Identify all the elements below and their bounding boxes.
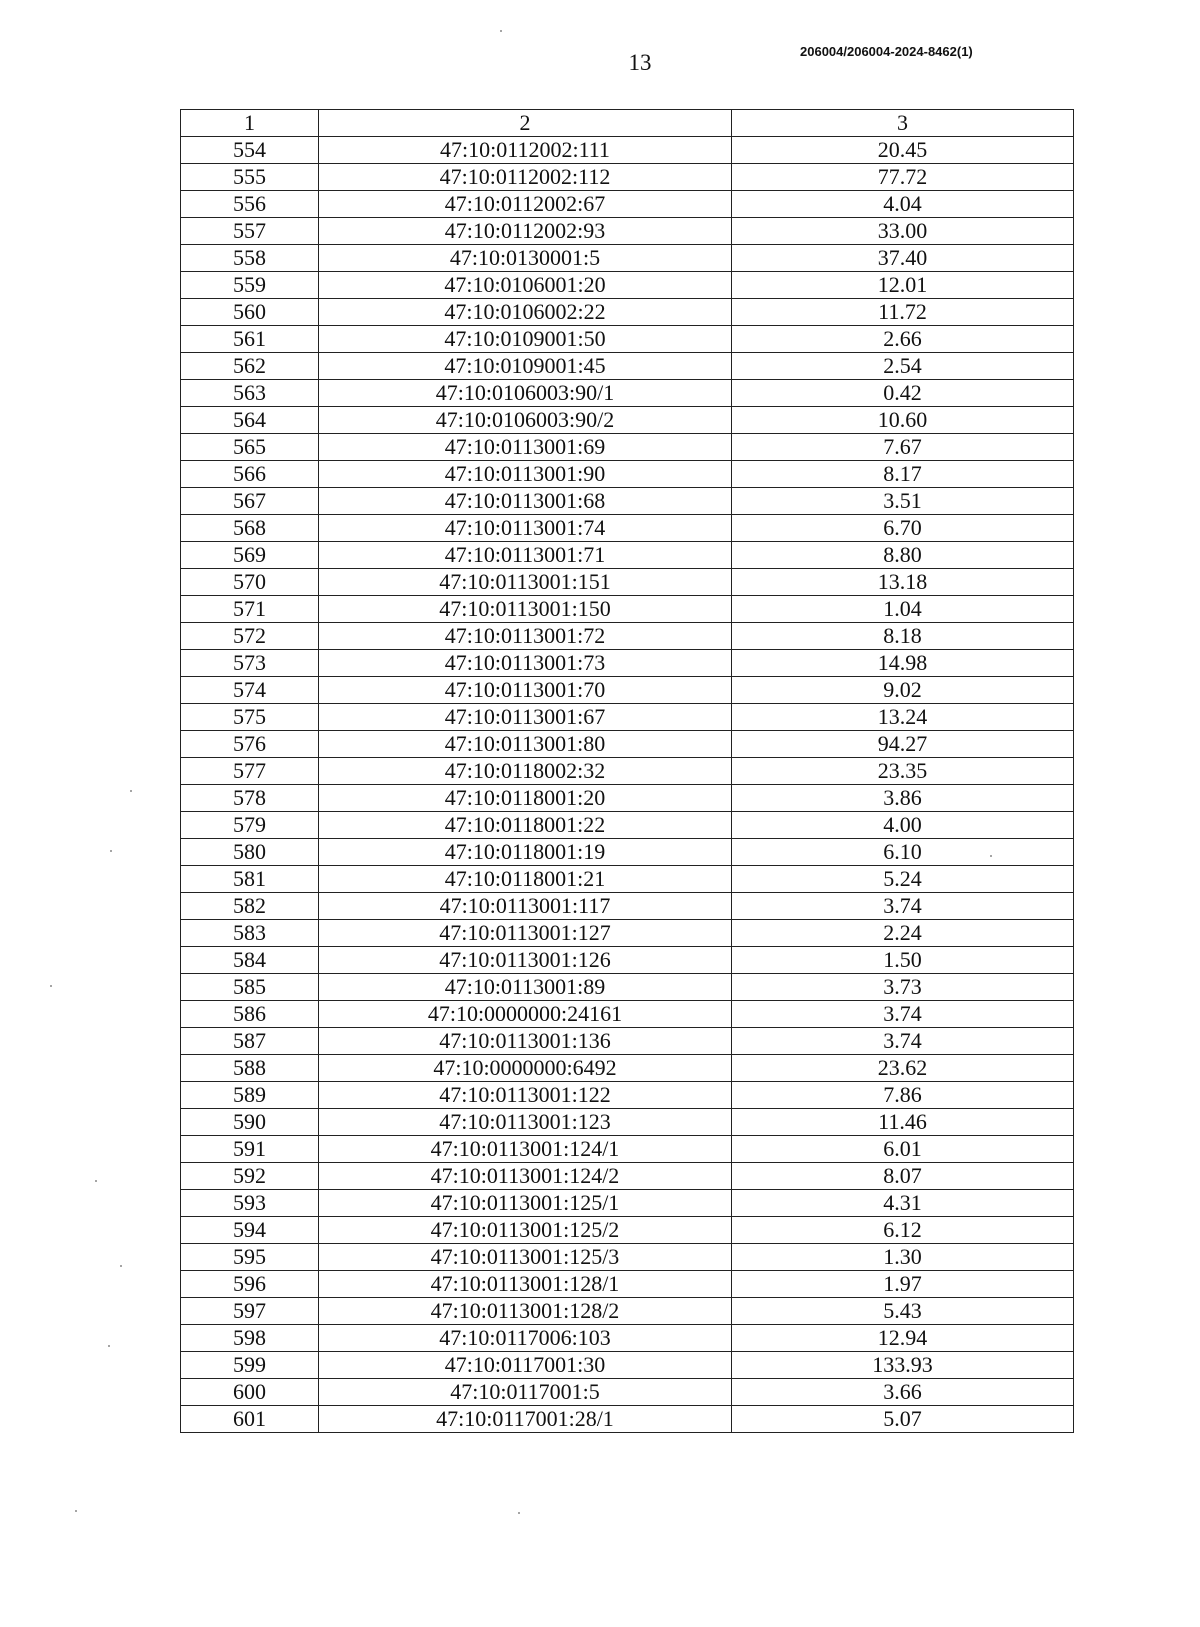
scan-speck	[990, 855, 992, 857]
row-number-cell: 590	[181, 1109, 319, 1136]
table-row	[181, 704, 1074, 731]
value-cell: 4.04	[732, 191, 1074, 218]
row-number-cell: 576	[181, 731, 319, 758]
cadastral-number-cell: 47:10:0113001:80	[319, 731, 732, 758]
cadastral-number-cell: 47:10:0113001:90	[319, 461, 732, 488]
table-row	[181, 1379, 1074, 1406]
row-number-cell: 595	[181, 1244, 319, 1271]
cadastral-number-cell: 47:10:0117001:28/1	[319, 1406, 732, 1433]
scan-speck	[110, 850, 112, 852]
row-number-cell: 567	[181, 488, 319, 515]
value-cell: 3.74	[732, 1001, 1074, 1028]
table-row	[181, 1109, 1074, 1136]
row-number-cell: 582	[181, 893, 319, 920]
value-cell: 77.72	[732, 164, 1074, 191]
table-row	[181, 407, 1074, 434]
row-number-cell: 570	[181, 569, 319, 596]
table-row	[181, 731, 1074, 758]
value-cell: 3.73	[732, 974, 1074, 1001]
row-number-cell: 561	[181, 326, 319, 353]
value-cell: 0.42	[732, 380, 1074, 407]
row-number-cell: 580	[181, 839, 319, 866]
table-header	[181, 110, 1074, 137]
cadastral-number-cell: 47:10:0117006:103	[319, 1325, 732, 1352]
table-row	[181, 650, 1074, 677]
cadastral-number-cell: 47:10:0113001:125/3	[319, 1244, 732, 1271]
cadastral-number-cell: 47:10:0113001:150	[319, 596, 732, 623]
table-row	[181, 893, 1074, 920]
row-number-cell: 594	[181, 1217, 319, 1244]
row-number-cell: 600	[181, 1379, 319, 1406]
cadastral-number-cell: 47:10:0113001:69	[319, 434, 732, 461]
cadastral-number-cell: 47:10:0106003:90/1	[319, 380, 732, 407]
table-row	[181, 1163, 1074, 1190]
column-header-1: 1	[181, 110, 319, 137]
cadastral-number-cell: 47:10:0112002:67	[319, 191, 732, 218]
table-row	[181, 1298, 1074, 1325]
cadastral-number-cell: 47:10:0106003:90/2	[319, 407, 732, 434]
table-row	[181, 947, 1074, 974]
table-row	[181, 191, 1074, 218]
cadastral-number-cell: 47:10:0113001:67	[319, 704, 732, 731]
table-row	[181, 488, 1074, 515]
row-number-cell: 562	[181, 353, 319, 380]
table-row	[181, 1082, 1074, 1109]
cadastral-number-cell: 47:10:0113001:123	[319, 1109, 732, 1136]
cadastral-number-cell: 47:10:0118001:21	[319, 866, 732, 893]
row-number-cell: 568	[181, 515, 319, 542]
value-cell: 1.30	[732, 1244, 1074, 1271]
value-cell: 1.04	[732, 596, 1074, 623]
row-number-cell: 587	[181, 1028, 319, 1055]
value-cell: 33.00	[732, 218, 1074, 245]
cadastral-number-cell: 47:10:0130001:5	[319, 245, 732, 272]
row-number-cell: 578	[181, 785, 319, 812]
table-row	[181, 245, 1074, 272]
column-header-2: 2	[319, 110, 732, 137]
header-row	[181, 110, 1074, 137]
cadastral-number-cell: 47:10:0118002:32	[319, 758, 732, 785]
table-row	[181, 515, 1074, 542]
table-row	[181, 218, 1074, 245]
row-number-cell: 599	[181, 1352, 319, 1379]
value-cell: 13.18	[732, 569, 1074, 596]
cadastral-number-cell: 47:10:0000000:24161	[319, 1001, 732, 1028]
table-row	[181, 974, 1074, 1001]
cadastral-number-cell: 47:10:0113001:117	[319, 893, 732, 920]
row-number-cell: 558	[181, 245, 319, 272]
value-cell: 4.00	[732, 812, 1074, 839]
value-cell: 3.86	[732, 785, 1074, 812]
row-number-cell: 556	[181, 191, 319, 218]
value-cell: 23.62	[732, 1055, 1074, 1082]
value-cell: 5.43	[732, 1298, 1074, 1325]
row-number-cell: 596	[181, 1271, 319, 1298]
row-number-cell: 574	[181, 677, 319, 704]
value-cell: 23.35	[732, 758, 1074, 785]
cadastral-number-cell: 47:10:0112002:111	[319, 137, 732, 164]
table-row	[181, 272, 1074, 299]
page-number: 13	[628, 50, 652, 75]
value-cell: 4.31	[732, 1190, 1074, 1217]
value-cell: 3.74	[732, 1028, 1074, 1055]
cadastral-number-cell: 47:10:0106001:20	[319, 272, 732, 299]
table-row	[181, 380, 1074, 407]
parcel-table	[180, 109, 1074, 1433]
table-row	[181, 353, 1074, 380]
table-row	[181, 677, 1074, 704]
row-number-cell: 557	[181, 218, 319, 245]
table-row	[181, 1001, 1074, 1028]
cadastral-number-cell: 47:10:0113001:126	[319, 947, 732, 974]
cadastral-number-cell: 47:10:0109001:45	[319, 353, 732, 380]
cadastral-number-cell: 47:10:0113001:136	[319, 1028, 732, 1055]
table-row	[181, 1028, 1074, 1055]
table-body	[181, 137, 1074, 1433]
value-cell: 8.18	[732, 623, 1074, 650]
cadastral-number-cell: 47:10:0113001:71	[319, 542, 732, 569]
row-number-cell: 571	[181, 596, 319, 623]
scan-speck	[75, 1510, 77, 1512]
value-cell: 7.86	[732, 1082, 1074, 1109]
table-row	[181, 1217, 1074, 1244]
row-number-cell: 586	[181, 1001, 319, 1028]
cadastral-number-cell: 47:10:0117001:30	[319, 1352, 732, 1379]
value-cell: 6.70	[732, 515, 1074, 542]
table-row	[181, 1244, 1074, 1271]
row-number-cell: 597	[181, 1298, 319, 1325]
value-cell: 11.72	[732, 299, 1074, 326]
cadastral-number-cell: 47:10:0113001:151	[319, 569, 732, 596]
table-row	[181, 164, 1074, 191]
cadastral-number-cell: 47:10:0113001:73	[319, 650, 732, 677]
table-row	[181, 758, 1074, 785]
scan-speck	[500, 30, 502, 32]
table-row	[181, 623, 1074, 650]
cadastral-number-cell: 47:10:0113001:128/2	[319, 1298, 732, 1325]
cadastral-number-cell: 47:10:0113001:89	[319, 974, 732, 1001]
value-cell: 7.67	[732, 434, 1074, 461]
value-cell: 5.24	[732, 866, 1074, 893]
value-cell: 12.01	[732, 272, 1074, 299]
cadastral-number-cell: 47:10:0113001:124/1	[319, 1136, 732, 1163]
value-cell: 20.45	[732, 137, 1074, 164]
row-number-cell: 591	[181, 1136, 319, 1163]
cadastral-number-cell: 47:10:0113001:124/2	[319, 1163, 732, 1190]
cadastral-number-cell: 47:10:0113001:74	[319, 515, 732, 542]
value-cell: 3.66	[732, 1379, 1074, 1406]
table-row	[181, 542, 1074, 569]
value-cell: 6.10	[732, 839, 1074, 866]
row-number-cell: 577	[181, 758, 319, 785]
table-row	[181, 434, 1074, 461]
value-cell: 1.97	[732, 1271, 1074, 1298]
row-number-cell: 572	[181, 623, 319, 650]
table-row	[181, 1352, 1074, 1379]
scan-speck	[108, 1345, 110, 1347]
column-header-3: 3	[732, 110, 1074, 137]
table-row	[181, 920, 1074, 947]
cadastral-number-cell: 47:10:0112002:93	[319, 218, 732, 245]
row-number-cell: 566	[181, 461, 319, 488]
scan-speck	[50, 985, 52, 987]
value-cell: 11.46	[732, 1109, 1074, 1136]
value-cell: 6.12	[732, 1217, 1074, 1244]
cadastral-number-cell: 47:10:0117001:5	[319, 1379, 732, 1406]
value-cell: 37.40	[732, 245, 1074, 272]
cadastral-number-cell: 47:10:0113001:128/1	[319, 1271, 732, 1298]
table-row	[181, 569, 1074, 596]
row-number-cell: 573	[181, 650, 319, 677]
table-row	[181, 299, 1074, 326]
value-cell: 1.50	[732, 947, 1074, 974]
cadastral-number-cell: 47:10:0106002:22	[319, 299, 732, 326]
value-cell: 13.24	[732, 704, 1074, 731]
document-id: 206004/206004-2024-8462(1)	[800, 44, 973, 59]
value-cell: 6.01	[732, 1136, 1074, 1163]
table-row	[181, 785, 1074, 812]
row-number-cell: 585	[181, 974, 319, 1001]
row-number-cell: 565	[181, 434, 319, 461]
row-number-cell: 593	[181, 1190, 319, 1217]
value-cell: 12.94	[732, 1325, 1074, 1352]
row-number-cell: 581	[181, 866, 319, 893]
table-row	[181, 137, 1074, 164]
row-number-cell: 598	[181, 1325, 319, 1352]
cadastral-number-cell: 47:10:0118001:19	[319, 839, 732, 866]
table-row	[181, 1190, 1074, 1217]
scan-speck	[518, 1512, 520, 1514]
cadastral-number-cell: 47:10:0109001:50	[319, 326, 732, 353]
table-row	[181, 1136, 1074, 1163]
row-number-cell: 569	[181, 542, 319, 569]
cadastral-number-cell: 47:10:0113001:125/1	[319, 1190, 732, 1217]
value-cell: 3.74	[732, 893, 1074, 920]
cadastral-number-cell: 47:10:0118001:22	[319, 812, 732, 839]
value-cell: 133.93	[732, 1352, 1074, 1379]
table-row	[181, 1271, 1074, 1298]
scan-speck	[120, 1265, 122, 1267]
row-number-cell: 589	[181, 1082, 319, 1109]
row-number-cell: 583	[181, 920, 319, 947]
cadastral-number-cell: 47:10:0112002:112	[319, 164, 732, 191]
value-cell: 2.54	[732, 353, 1074, 380]
row-number-cell: 575	[181, 704, 319, 731]
table-row	[181, 596, 1074, 623]
table-row	[181, 461, 1074, 488]
cadastral-number-cell: 47:10:0113001:70	[319, 677, 732, 704]
value-cell: 94.27	[732, 731, 1074, 758]
row-number-cell: 588	[181, 1055, 319, 1082]
cadastral-number-cell: 47:10:0000000:6492	[319, 1055, 732, 1082]
value-cell: 10.60	[732, 407, 1074, 434]
cadastral-number-cell: 47:10:0113001:125/2	[319, 1217, 732, 1244]
table-row	[181, 812, 1074, 839]
value-cell: 2.24	[732, 920, 1074, 947]
row-number-cell: 579	[181, 812, 319, 839]
table-row	[181, 326, 1074, 353]
cadastral-number-cell: 47:10:0113001:122	[319, 1082, 732, 1109]
cadastral-number-cell: 47:10:0118001:20	[319, 785, 732, 812]
value-cell: 3.51	[732, 488, 1074, 515]
cadastral-number-cell: 47:10:0113001:127	[319, 920, 732, 947]
row-number-cell: 564	[181, 407, 319, 434]
cadastral-number-cell: 47:10:0113001:68	[319, 488, 732, 515]
table-row	[181, 1055, 1074, 1082]
row-number-cell: 560	[181, 299, 319, 326]
table-row	[181, 839, 1074, 866]
value-cell: 2.66	[732, 326, 1074, 353]
value-cell: 8.80	[732, 542, 1074, 569]
value-cell: 8.07	[732, 1163, 1074, 1190]
scan-speck	[95, 1180, 97, 1182]
row-number-cell: 584	[181, 947, 319, 974]
table-row	[181, 866, 1074, 893]
row-number-cell: 554	[181, 137, 319, 164]
value-cell: 8.17	[732, 461, 1074, 488]
value-cell: 5.07	[732, 1406, 1074, 1433]
row-number-cell: 555	[181, 164, 319, 191]
table-row	[181, 1406, 1074, 1433]
row-number-cell: 601	[181, 1406, 319, 1433]
value-cell: 14.98	[732, 650, 1074, 677]
scan-speck	[130, 790, 132, 792]
cadastral-number-cell: 47:10:0113001:72	[319, 623, 732, 650]
row-number-cell: 563	[181, 380, 319, 407]
row-number-cell: 559	[181, 272, 319, 299]
row-number-cell: 592	[181, 1163, 319, 1190]
table-row	[181, 1325, 1074, 1352]
value-cell: 9.02	[732, 677, 1074, 704]
